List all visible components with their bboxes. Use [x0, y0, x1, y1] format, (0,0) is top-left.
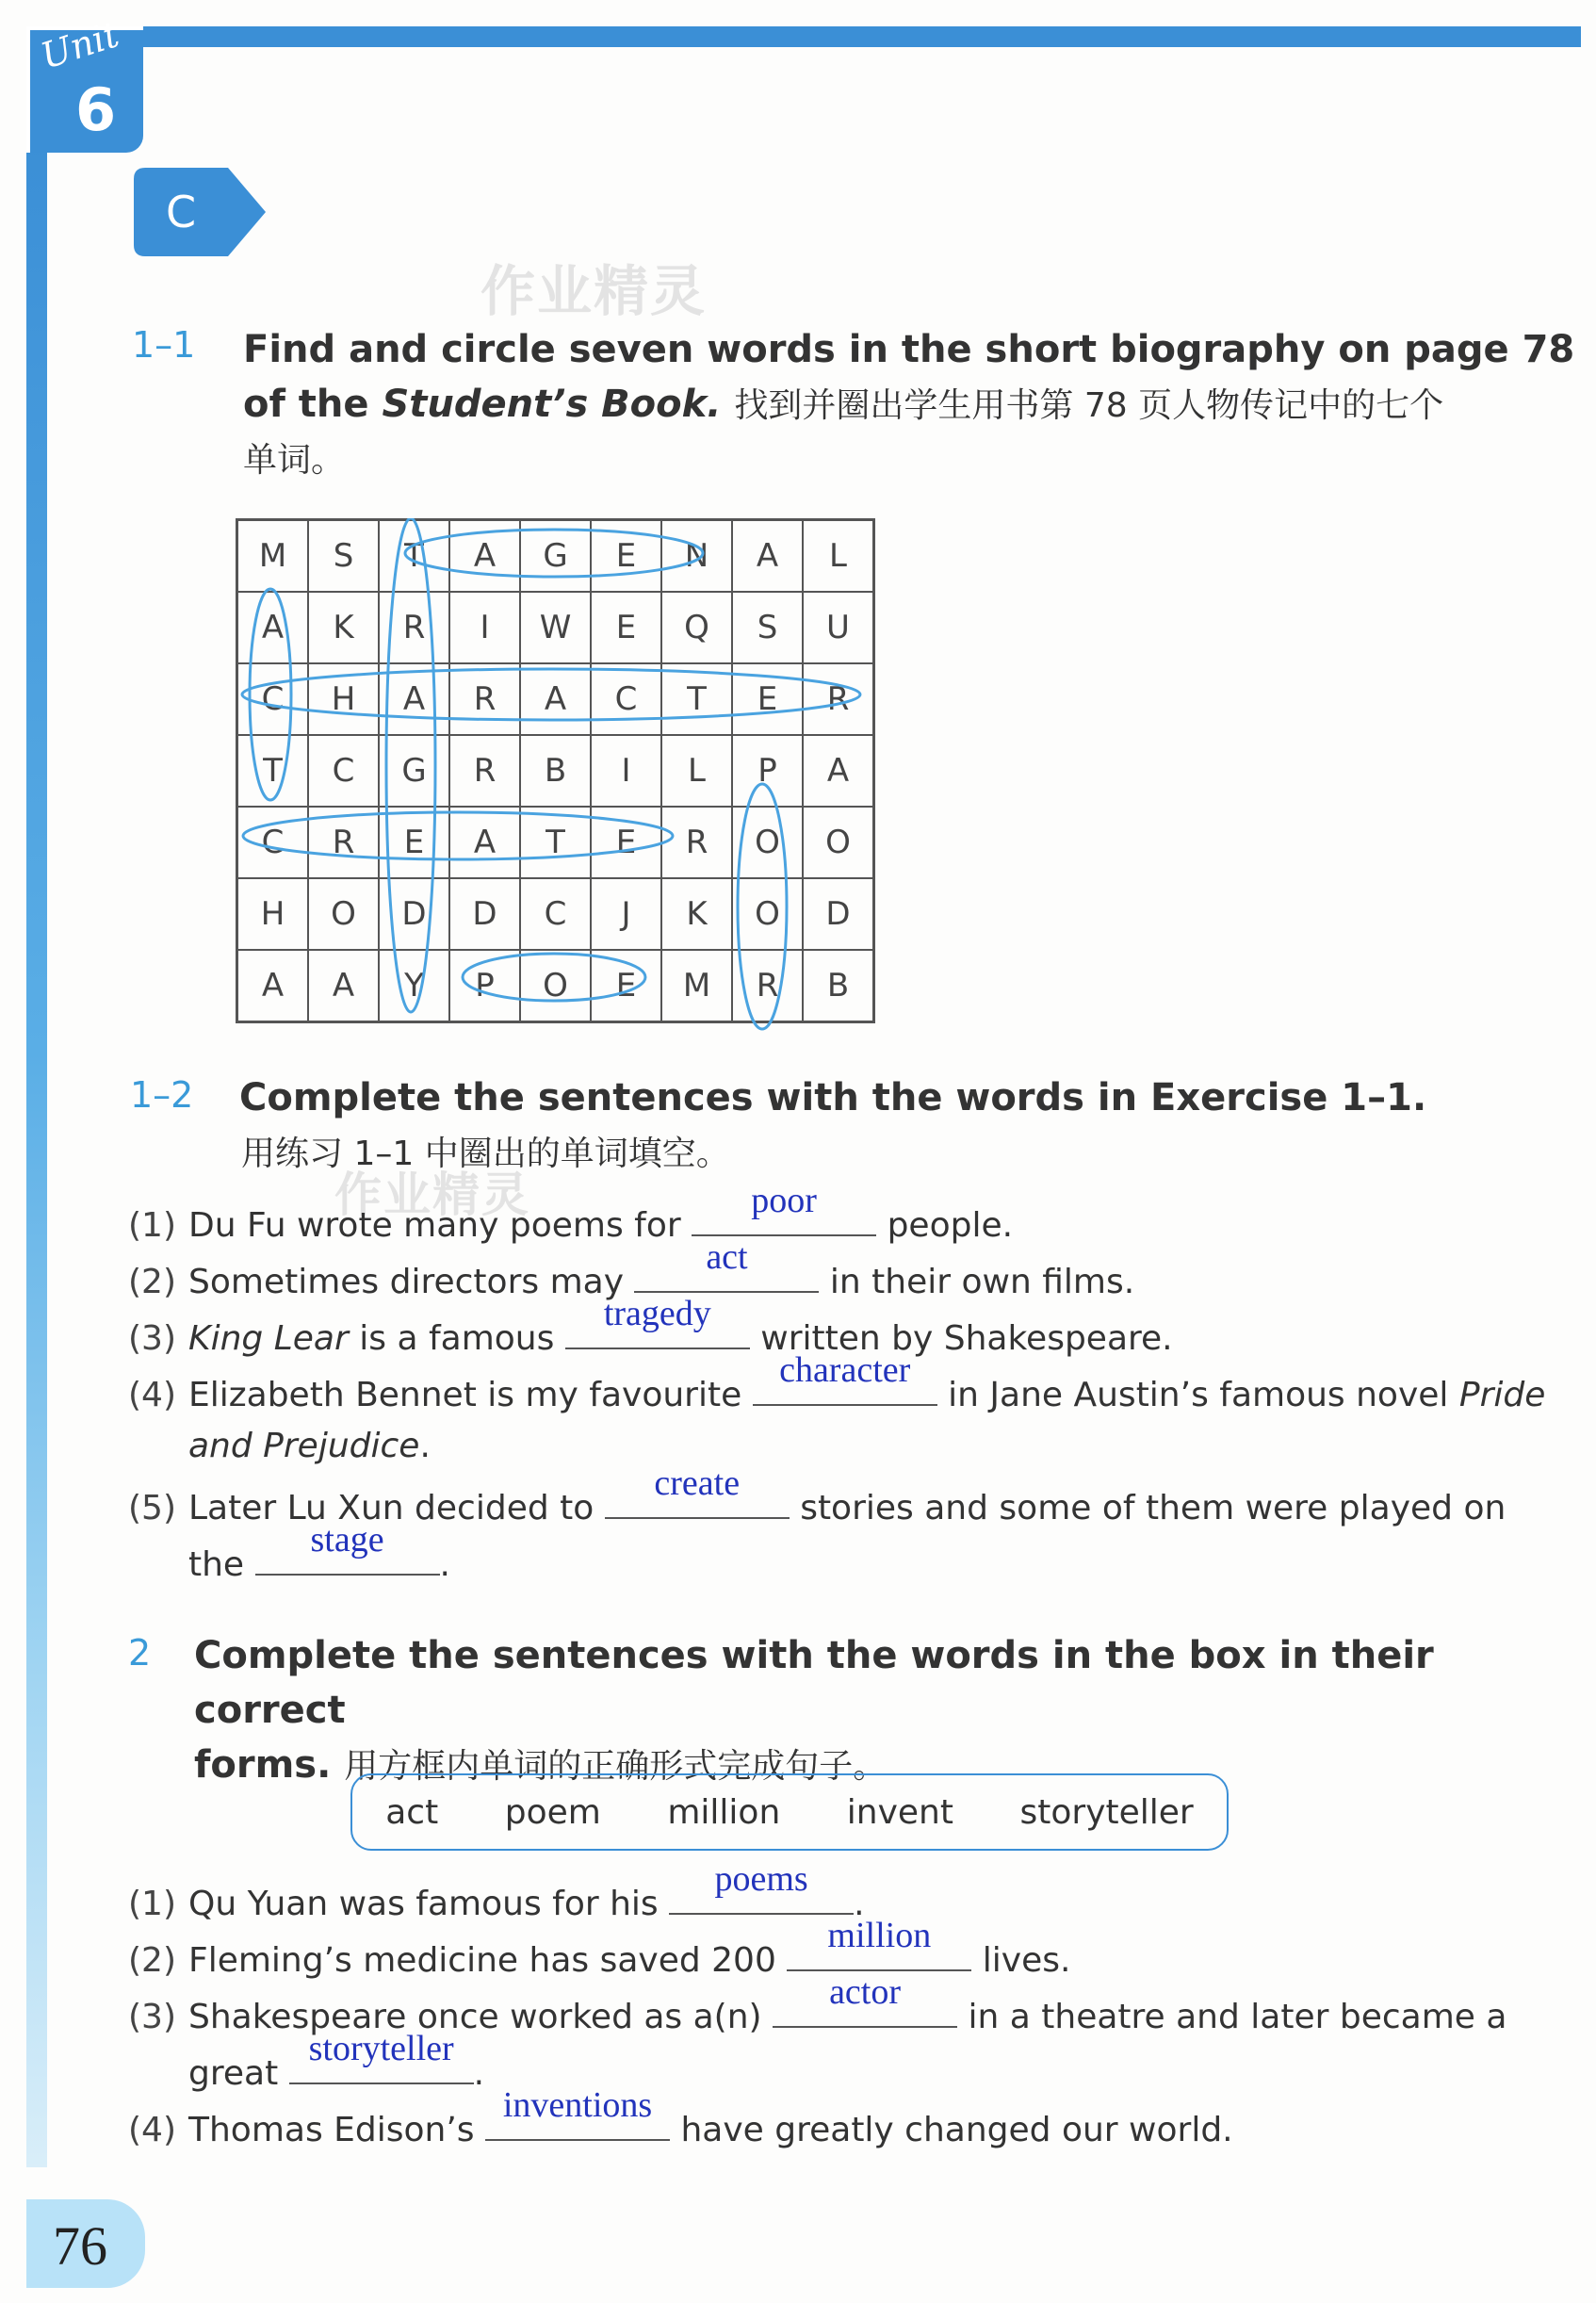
top-bar — [28, 26, 1581, 47]
grid-letter: E — [732, 663, 803, 735]
grid-letter: R — [449, 663, 520, 735]
grid-letter: E — [591, 807, 661, 878]
answer-blank[interactable] — [669, 1859, 854, 1915]
sentence-text: great — [188, 2054, 279, 2093]
grid-letter: O — [732, 878, 803, 950]
item-number: (3) — [128, 1319, 176, 1358]
watermark: 作业精灵 — [480, 259, 708, 323]
sentence — [128, 1294, 1173, 1358]
grid-letter: K — [661, 878, 732, 950]
answer: stage — [310, 1520, 384, 1560]
grid-letter: D — [803, 878, 874, 950]
grid-letter: W — [520, 592, 591, 663]
grid-letter: G — [520, 520, 591, 593]
grid-letter: T — [520, 807, 591, 878]
instruction-cn: 找到并圈出学生用书第 78 页人物传记中的七个 — [734, 386, 1444, 425]
grid-letter: K — [308, 592, 379, 663]
word-box — [350, 1773, 1229, 1851]
grid-letter: I — [591, 735, 661, 807]
grid-letter: B — [520, 735, 591, 807]
sentence-text: in a theatre and later became a — [968, 1998, 1507, 2036]
answer-blank[interactable] — [773, 1972, 957, 2028]
exercise-number: 1–2 — [130, 1074, 194, 1116]
sentence-text: Qu Yuan was famous for his — [188, 1885, 659, 1923]
grid-letter: G — [379, 735, 449, 807]
sentence-text: written by Shakespeare. — [760, 1319, 1173, 1358]
grid-letter: D — [379, 878, 449, 950]
answer: character — [779, 1350, 911, 1390]
grid-letter: U — [803, 592, 874, 663]
grid-letter: R — [803, 663, 874, 735]
sentence-text: stories and some of them were played on — [800, 1489, 1506, 1527]
grid-letter: A — [237, 592, 309, 663]
unit-number: 6 — [75, 75, 117, 144]
answer: poems — [714, 1859, 808, 1899]
grid-letter: O — [308, 878, 379, 950]
grid-letter: M — [661, 950, 732, 1022]
sentence-continuation — [188, 2029, 485, 2093]
grid-letter: R — [308, 807, 379, 878]
exercise-instruction: Complete the sentences with the words in Exercise 1–1. — [239, 1076, 1427, 1119]
grid-letter: Q — [661, 592, 732, 663]
grid-letter: T — [661, 663, 732, 735]
grid-letter: A — [803, 735, 874, 807]
unit-label: Unit — [36, 13, 124, 77]
grid-row — [237, 807, 874, 878]
item-number: (2) — [128, 1263, 176, 1301]
grid-letter: A — [308, 950, 379, 1022]
section-badge — [134, 168, 266, 256]
section-letter: C — [165, 187, 197, 237]
instruction-line — [243, 377, 1574, 433]
answer: million — [827, 1916, 932, 1955]
grid-letter: R — [379, 592, 449, 663]
grid-letter: A — [520, 663, 591, 735]
sentence-text: Du Fu wrote many poems for — [188, 1206, 681, 1245]
grid-letter: P — [449, 950, 520, 1022]
grid-letter: C — [237, 807, 309, 878]
sentence-text: . — [473, 2054, 485, 2093]
grid-row — [237, 735, 874, 807]
work-title: Pride — [1458, 1376, 1546, 1414]
box-word: invent — [846, 1792, 953, 1832]
grid-letter: R — [661, 807, 732, 878]
instruction-line: Complete the sentences with the words in the box in their correct — [194, 1634, 1434, 1732]
work-title: and Prejudice — [188, 1427, 420, 1465]
sentence-text: lives. — [982, 1941, 1071, 1980]
answer: poor — [751, 1181, 817, 1220]
sentence — [128, 1859, 865, 1923]
answer: actor — [829, 1972, 902, 2012]
answer-blank[interactable] — [753, 1350, 937, 1406]
exercise-instruction — [194, 1628, 1596, 1794]
sentence-text: have greatly changed our world. — [680, 2111, 1233, 2149]
grid-letter: L — [803, 520, 874, 593]
instruction-line: Find and circle seven words in the short biography on page 78 — [243, 328, 1575, 371]
grid-letter: A — [449, 807, 520, 878]
answer: storyteller — [308, 2029, 454, 2068]
grid-letter: R — [732, 950, 803, 1022]
answer-blank[interactable] — [565, 1294, 750, 1349]
side-bar — [26, 141, 47, 2167]
answer-blank[interactable] — [255, 1520, 440, 1576]
box-word: million — [667, 1792, 781, 1832]
answer-blank[interactable] — [485, 2085, 670, 2141]
grid-letter: R — [449, 735, 520, 807]
sentence-text: Later Lu Xun decided to — [188, 1489, 594, 1527]
item-number: (5) — [128, 1489, 176, 1527]
grid-letter: N — [661, 520, 732, 593]
exercise-number: 1–1 — [132, 324, 196, 366]
grid-letter: A — [732, 520, 803, 593]
answer-blank[interactable] — [787, 1916, 971, 1971]
instruction-text: forms. — [194, 1743, 332, 1787]
grid-letter: L — [661, 735, 732, 807]
answer-blank[interactable] — [605, 1463, 790, 1519]
grid-letter: C — [308, 735, 379, 807]
instruction-text: of the — [243, 383, 369, 426]
sentence-text: Shakespeare once worked as a(n) — [188, 1998, 762, 2036]
instruction-cn: 用练习 1–1 中圈出的单词填空。 — [241, 1135, 730, 1173]
grid-letter: H — [308, 663, 379, 735]
grid-letter: Y — [379, 950, 449, 1022]
grid-letter: E — [591, 520, 661, 593]
grid-letter: H — [237, 878, 309, 950]
grid-row — [237, 520, 874, 593]
grid-letter: P — [732, 735, 803, 807]
answer-blank[interactable] — [692, 1181, 876, 1236]
grid-letter: A — [237, 950, 309, 1022]
grid-row — [237, 663, 874, 735]
item-number: (1) — [128, 1206, 176, 1245]
sentence — [128, 1350, 1546, 1414]
sentence-text: people. — [887, 1206, 1014, 1245]
sentence-text: in their own films. — [829, 1263, 1135, 1301]
book-title: Student’s Book. — [382, 383, 722, 426]
grid-row — [237, 592, 874, 663]
sentence-continuation — [188, 1520, 450, 1584]
grid-letter: E — [591, 592, 661, 663]
grid-letter: T — [379, 520, 449, 593]
sentence-text: is a famous — [359, 1319, 555, 1358]
sentence-text: the — [188, 1545, 245, 1584]
grid-letter: S — [732, 592, 803, 663]
watermark: 作业精灵 — [334, 1168, 530, 1222]
sentence-text: Thomas Edison’s — [188, 2111, 475, 2149]
item-number: (3) — [128, 1998, 176, 2036]
answer-blank[interactable] — [634, 1237, 819, 1293]
grid-letter: O — [732, 807, 803, 878]
sentence — [128, 2085, 1233, 2149]
page-number-tab — [26, 2199, 145, 2288]
sentence-text: . — [419, 1427, 431, 1465]
item-number: (2) — [128, 1941, 176, 1980]
exercise-instruction — [243, 322, 1574, 488]
instruction-cn: 单词。 — [243, 441, 346, 480]
box-word: poem — [504, 1792, 601, 1832]
grid-row — [237, 950, 874, 1022]
grid-row — [237, 878, 874, 950]
grid-letter: C — [237, 663, 309, 735]
grid-letter: C — [520, 878, 591, 950]
grid-letter: I — [449, 592, 520, 663]
grid-letter: A — [379, 663, 449, 735]
answer: inventions — [502, 2085, 653, 2125]
grid-letter: C — [591, 663, 661, 735]
grid-letter: O — [803, 807, 874, 878]
word-search-grid — [236, 518, 875, 1023]
answer: create — [654, 1463, 741, 1503]
answer: tragedy — [603, 1294, 711, 1333]
exercise-number: 2 — [128, 1632, 152, 1674]
sentence-text: . — [439, 1545, 450, 1584]
box-word: storyteller — [1019, 1792, 1194, 1832]
grid-letter: J — [591, 878, 661, 950]
grid-letter: S — [308, 520, 379, 593]
grid-letter: A — [449, 520, 520, 593]
grid-letter: M — [237, 520, 309, 593]
sentence-text: in Jane Austin’s famous novel — [948, 1376, 1449, 1414]
sentence-text: Sometimes directors may — [188, 1263, 625, 1301]
sentence-text: Fleming’s medicine has saved 200 — [188, 1941, 776, 1980]
grid-letter: E — [591, 950, 661, 1022]
answer: act — [706, 1237, 748, 1277]
work-title: King Lear — [188, 1319, 349, 1358]
grid-letter: T — [237, 735, 309, 807]
grid-letter: B — [803, 950, 874, 1022]
sentence-text: Elizabeth Bennet is my favourite — [188, 1376, 742, 1414]
grid-letter: D — [449, 878, 520, 950]
sentence-continuation — [188, 1427, 431, 1465]
sentence-text: . — [854, 1885, 865, 1923]
item-number: (1) — [128, 1885, 176, 1923]
item-number: (4) — [128, 1376, 176, 1414]
instruction-cn: 用方框内单词的正确形式完成句子。 — [344, 1747, 888, 1786]
item-number: (4) — [128, 2111, 176, 2149]
answer-blank[interactable] — [289, 2029, 474, 2084]
box-word: act — [385, 1792, 439, 1832]
grid-letter: E — [379, 807, 449, 878]
grid-letter: O — [520, 950, 591, 1022]
page-number: 76 — [53, 2215, 107, 2277]
